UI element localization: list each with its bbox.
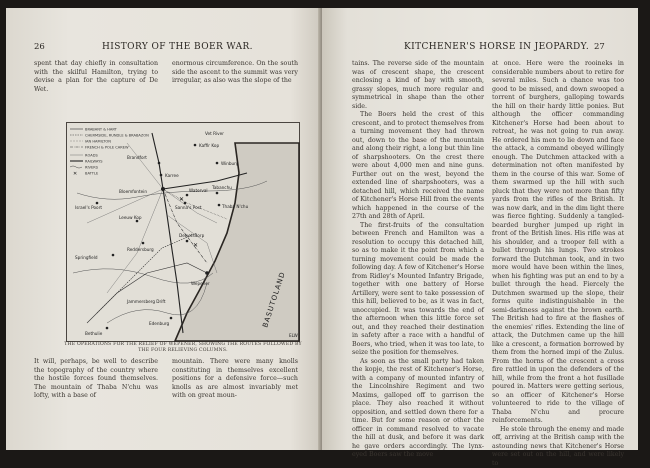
town-label: Reddersburg [127,247,154,252]
town-label: Jammersberg Drift [126,299,166,304]
paragraph: As soon as the small party had taken the kopje, the rest of Kitchener's Horse, with a company of mounted infantry of the Lincolnshire Regiment and two Maxims, galloped off to garrison the place. They also reached it without opposition, and settled down there for a time. But for some reason or other the officer in command resolved to vacate the hill at dusk, and before it was dark he gave orders accordingly. The lynx-eyed Boers saw the move [352,358,484,460]
paragraph: The Boers held the crest of this crescent, and to protect themselves from a turning movement they had thrown out, down to the base of the mountain and along their right, a long but thin line of sharpshooters. On the crest there were about 4,000 men and nine guns. Further out on the west, beyond the extended line of sharpshooters, was a detached hill, which received the name of Kitchener's Horse Hill from the events which happened in the course of the 27th and 28th of April. [352,111,484,222]
right-page [322,8,638,450]
right-page-number: 27 [594,42,605,52]
battle-marker: ✕ [179,196,184,203]
legend-item: FRENCH & POLE CAREW [85,146,129,150]
map-caption: THE OPERATIONS FOR THE RELIEF OF WEPENER, SHOWING THE ROUTES FOLLOWED BY THE FOUR RELIEVING COLUMNS. [64,342,302,354]
left-col1-bottom: It will, perhaps, be well to describe the topography of the country where the hostile forces found themselves. The mountain of Thaba N'chu was lofty, with a base of [34,358,158,401]
legend-item: CHERMSIDE, RUNDLE & BRABAZON [85,134,149,138]
basutoland-label: BASUTOLAND [261,271,287,329]
paragraph: tains. The reverse side of the mountain was of crescent shape, the crescent enclosing a kind of bay with smooth, grassy slopes, much more regular and symmetrical in shape than the other side. [352,60,484,111]
map-drawing [67,123,299,341]
left-col2-top: enormous circumference. On the south side the ascent to the summit was very irregular, as also was the slope of the [172,60,298,86]
right-col1 [352,60,484,460]
map-legend [70,128,149,178]
town-label: Edenburg [149,321,169,326]
town-label: Vet River [205,131,224,136]
town-label: Tabanchu [211,185,232,190]
right-running-head: KITCHENER'S HORSE IN JEOPARDY. [404,42,589,52]
town-label: Dewetsdorp [179,233,205,238]
right-col2 [492,60,624,468]
legend-item: IAN HAMILTON [85,140,111,144]
left-col1-top: spent that day chiefly in consultation with the skilful Hamilton, trying to devise a plan for the capture of De Wet. [34,60,158,94]
battle-marker: ✕ [193,242,198,249]
town-label: Waterval [189,188,208,193]
legend-item: BATTLE [85,172,99,176]
engraver-mark: ELW [289,333,298,338]
left-page [6,8,322,450]
legend-item: ROADS [85,154,98,158]
legend-item: RAILWAYS [85,160,103,164]
town-label: Karree [165,173,179,178]
town-label: Springfield [75,255,98,260]
legend-item: BRABANT & HART [85,128,118,132]
battle-symbol: ✕ [73,171,77,177]
left-page-number: 26 [34,42,45,52]
town-label: Sanna's Post [175,205,202,210]
town-label: Thaba N'chu [221,204,249,209]
left-col2-bottom: mountain. There were many knolls constituting in themselves excellent positions for a defensive force—such knolls as are almost invariably met with on great moun- [172,358,298,401]
town-label: Leeuw Kop [119,215,142,220]
legend-item: RIVERS [85,166,99,170]
town-label: Wepener [191,281,210,286]
town-label: Kaffir Kop [199,143,219,148]
paragraph: He stole through the enemy and made off, arriving at the British camp with the astounding news that Kitchener's Horse were set out on the hill, and were likely to [492,426,624,468]
town-label: Brandfort [127,155,147,160]
town-label: Israel's Poort [75,205,102,210]
left-running-head: HISTORY OF THE BOER WAR. [102,42,253,52]
paragraph: The first-fruits of the consultation between French and Hamilton was a resolution to occupy this detached hill, so as to make it the point from which a turning movement could be made the following day. A few of Kitchener's Horse from Ridley's Mounted Infantry Brigade, together with one battery of Horse Artillery, were sent to take possession of this hill, believed to be, as it was in fact, unoccupied. It was towards the end of the afternoon when this little force set out, and they reached their destination in safety after a race with a handful of Boers, who tried, when it was too late, to seize the position for themselves. [352,222,484,358]
town-label: Bloemfontein [119,189,147,194]
paragraph: at once. Here were the rooineks in considerable numbers about to retire for several miles. Such a chance was too good to be missed, and down swooped a torrent of burghers, galloping towards the hill on their hardy little ponies. But although the officer commanding Kitchener's Horse had been about to retreat, he was not going to run away. He ordered his men to lie down and face the attack, a command obeyed willingly enough. The Dutchmen attacked with a determination not often manifested by them in the course of this war. Some of them swarmed up the hill with such pluck that they were not more than fifty yards from the rifles of the British. It was now dark, and in the dim light there was fierce fighting. Suddenly a tangled-bearded burgher jumped up right in front of the British lines. His rifle was at his shoulder, and a trooper fell with a bullet through his lungs. Two strokes forward the Dutchman took, and in two more would have been within the lines, when his fighting was put an end to by a bullet through the head. Fiercely the Dutchmen swarmed up the slope, their forms quite indistinguishable in the semi-darkness against the brown earth. The British had to fire at the flashes of the enemies' rifles. Extending the line of attack, the Dutchmen came up the hill like a crescent, a formation borrowed by them from the horned impi of the Zulus. From the horns of the crescent a cross fire rattled in upon the defenders of the hill, while from the front a hot fusillade poured in. Matters were getting serious, so an officer of Kitchener's Horse volunteered to ride to the village of Thaba N'chu and procure reinforcements. [492,60,624,426]
relief-map [66,122,300,342]
town-label: Bethulie [85,331,103,336]
town-label: Winburg [221,161,239,166]
